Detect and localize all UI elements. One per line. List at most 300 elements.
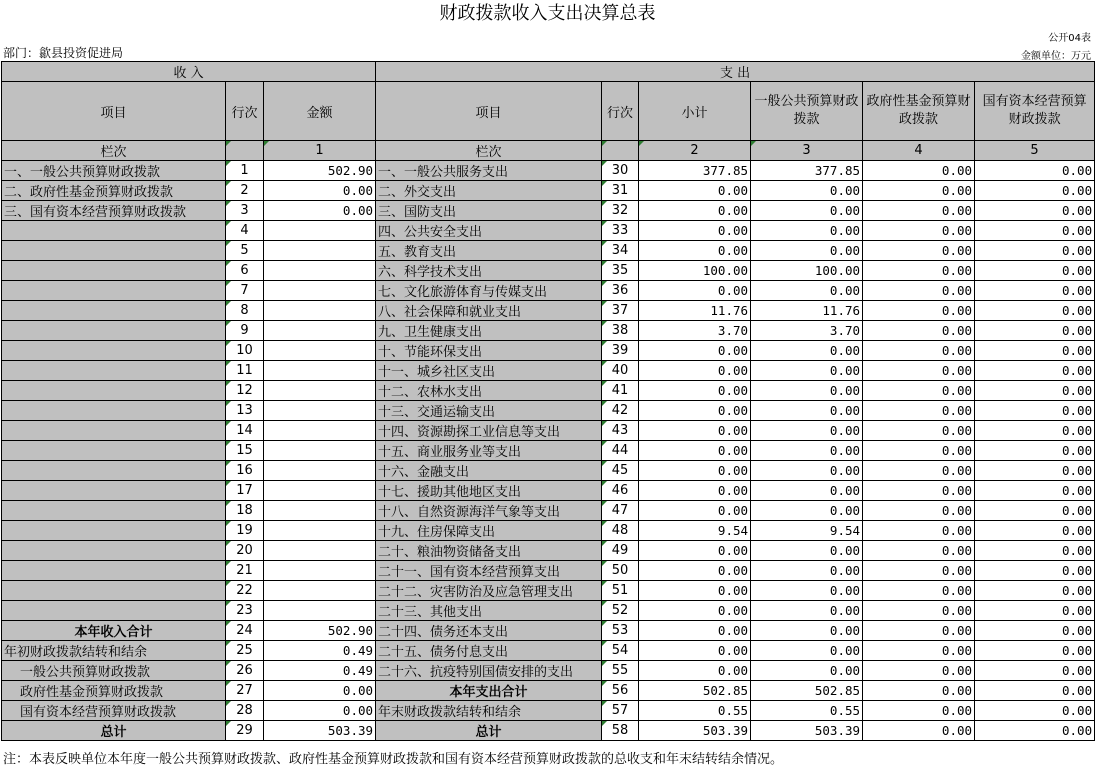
subtotal-value: 0.00 (639, 281, 751, 301)
income-row-no: 25 (226, 641, 264, 661)
expense-item: 本年支出合计 (376, 681, 602, 701)
income-row-no: 23 (226, 601, 264, 621)
general-budget-value: 100.00 (751, 261, 863, 281)
subtotal-value: 0.00 (639, 601, 751, 621)
state-capital-value: 0.00 (975, 661, 1095, 681)
fund-budget-value: 0.00 (863, 341, 975, 361)
expense-item: 二十、粮油物资储备支出 (376, 541, 602, 561)
col-num-3: 3 (751, 141, 863, 161)
subtotal-value: 0.00 (639, 201, 751, 221)
subtotal-value: 0.00 (639, 401, 751, 421)
fund-budget-value: 0.00 (863, 181, 975, 201)
state-capital-value: 0.00 (975, 181, 1095, 201)
expense-item: 四、公共安全支出 (376, 221, 602, 241)
income-amount: 0.00 (264, 701, 376, 721)
fund-budget-value: 0.00 (863, 681, 975, 701)
expense-row-no: 37 (602, 301, 639, 321)
expense-row-no: 35 (602, 261, 639, 281)
subtotal-value: 0.00 (639, 341, 751, 361)
report-title: 财政拨款收入支出决算总表 (439, 3, 656, 24)
expense-item: 二十六、抗疫特别国债安排的支出 (376, 661, 602, 681)
income-amount: 0.49 (264, 661, 376, 681)
subtotal-value: 0.00 (639, 561, 751, 581)
expense-row-no: 39 (602, 341, 639, 361)
income-row-no: 4 (226, 221, 264, 241)
expense-item: 十九、住房保障支出 (376, 521, 602, 541)
general-budget-value: 0.00 (751, 601, 863, 621)
expense-item: 二、外交支出 (376, 181, 602, 201)
income-row-no: 27 (226, 681, 264, 701)
table-row (2, 561, 1095, 581)
subtotal-value: 0.00 (639, 641, 751, 661)
fund-budget-value: 0.00 (863, 361, 975, 381)
fund-budget-value: 0.00 (863, 401, 975, 421)
general-budget-value: 0.00 (751, 581, 863, 601)
general-budget-value: 0.00 (751, 621, 863, 641)
state-capital-value: 0.00 (975, 221, 1095, 241)
table-row (2, 261, 1095, 281)
state-capital-value: 0.00 (975, 521, 1095, 541)
subtotal-value: 0.00 (639, 501, 751, 521)
expense-row-no: 40 (602, 361, 639, 381)
income-item (2, 481, 226, 501)
table-row (2, 441, 1095, 461)
expense-item: 年末财政拨款结转和结余 (376, 701, 602, 721)
fund-budget-value: 0.00 (863, 161, 975, 181)
expense-row-no: 33 (602, 221, 639, 241)
table-row (2, 501, 1095, 521)
general-budget-value: 0.00 (751, 661, 863, 681)
expense-item: 五、教育支出 (376, 241, 602, 261)
expense-row-no: 50 (602, 561, 639, 581)
subtotal-value: 0.00 (639, 361, 751, 381)
fund-budget-value: 0.00 (863, 541, 975, 561)
expense-item: 一、一般公共服务支出 (376, 161, 602, 181)
income-amount (264, 581, 376, 601)
subtotal-value: 0.00 (639, 481, 751, 501)
fund-budget-value: 0.00 (863, 561, 975, 581)
general-budget-value: 0.00 (751, 441, 863, 461)
subtotal-value: 0.00 (639, 241, 751, 261)
state-capital-value: 0.00 (975, 421, 1095, 441)
income-row-no: 21 (226, 561, 264, 581)
general-budget-value: 3.70 (751, 321, 863, 341)
income-row-no: 5 (226, 241, 264, 261)
table-row (2, 421, 1095, 441)
general-budget-value: 0.00 (751, 221, 863, 241)
general-budget-value: 0.55 (751, 701, 863, 721)
income-amount (264, 281, 376, 301)
expense-item: 十七、援助其他地区支出 (376, 481, 602, 501)
income-row-no: 15 (226, 441, 264, 461)
expense-item-header: 项目 (376, 82, 602, 141)
table-row (2, 701, 1095, 721)
state-capital-value: 0.00 (975, 381, 1095, 401)
fund-budget-value: 0.00 (863, 241, 975, 261)
expense-row-no: 49 (602, 541, 639, 561)
subtotal-value: 0.00 (639, 221, 751, 241)
income-amount (264, 241, 376, 261)
expense-item: 三、国防支出 (376, 201, 602, 221)
fund-budget-value: 0.00 (863, 461, 975, 481)
expense-item: 十四、资源勘探工业信息等支出 (376, 421, 602, 441)
state-capital-value: 0.00 (975, 341, 1095, 361)
income-row-no: 1 (226, 161, 264, 181)
income-row-no: 13 (226, 401, 264, 421)
income-amount (264, 441, 376, 461)
expense-row-no: 46 (602, 481, 639, 501)
general-budget-value: 377.85 (751, 161, 863, 181)
fund-budget-header: 政府性基金预算财政拨款 (863, 82, 975, 141)
state-capital-value: 0.00 (975, 501, 1095, 521)
table-row (2, 281, 1095, 301)
col-num-4: 4 (863, 141, 975, 161)
table-row (2, 241, 1095, 261)
income-row-no: 9 (226, 321, 264, 341)
income-amount: 0.00 (264, 201, 376, 221)
income-item (2, 241, 226, 261)
subtotal-value: 0.00 (639, 621, 751, 641)
expense-row-no: 57 (602, 701, 639, 721)
income-header: 收 入 (2, 62, 376, 82)
state-capital-value: 0.00 (975, 461, 1095, 481)
general-budget-value: 0.00 (751, 401, 863, 421)
income-amount (264, 381, 376, 401)
expense-row-no: 38 (602, 321, 639, 341)
expense-item: 十三、交通运输支出 (376, 401, 602, 421)
subtotal-value: 0.00 (639, 181, 751, 201)
income-item (2, 581, 226, 601)
expense-item: 七、文化旅游体育与传媒支出 (376, 281, 602, 301)
expense-row-no: 32 (602, 201, 639, 221)
income-item (2, 521, 226, 541)
income-amount (264, 421, 376, 441)
fund-budget-value: 0.00 (863, 661, 975, 681)
general-budget-value: 0.00 (751, 241, 863, 261)
income-row-no: 24 (226, 621, 264, 641)
income-amount (264, 501, 376, 521)
expense-item: 二十一、国有资本经营预算支出 (376, 561, 602, 581)
expense-item: 十、节能环保支出 (376, 341, 602, 361)
col-num-1: 1 (264, 141, 376, 161)
state-capital-value: 0.00 (975, 581, 1095, 601)
fund-budget-value: 0.00 (863, 621, 975, 641)
footnote: 注：本表反映单位本年度一般公共预算财政拨款、政府性基金预算财政拨款和国有资本经营预算财政拨款的总收支和年末结转结余情况。 (3, 752, 784, 767)
state-capital-value: 0.00 (975, 441, 1095, 461)
income-item: 本年收入合计 (2, 621, 226, 641)
expense-item: 二十四、债务还本支出 (376, 621, 602, 641)
income-row-no: 6 (226, 261, 264, 281)
subtotal-value: 502.85 (639, 681, 751, 701)
general-budget-value: 0.00 (751, 641, 863, 661)
state-capital-value: 0.00 (975, 481, 1095, 501)
income-amount (264, 361, 376, 381)
income-item (2, 301, 226, 321)
column-label: 栏次 (2, 141, 226, 161)
expense-row-no: 52 (602, 601, 639, 621)
income-row-no: 26 (226, 661, 264, 681)
subtotal-value: 9.54 (639, 521, 751, 541)
state-capital-value: 0.00 (975, 401, 1095, 421)
income-row-no: 17 (226, 481, 264, 501)
state-capital-value: 0.00 (975, 321, 1095, 341)
table-row (2, 661, 1095, 681)
income-item: 一、一般公共预算财政拨款 (2, 161, 226, 181)
general-budget-value: 0.00 (751, 501, 863, 521)
expense-row-no: 34 (602, 241, 639, 261)
subtotal-value: 0.55 (639, 701, 751, 721)
subtotal-value: 11.76 (639, 301, 751, 321)
expense-row-no: 30 (602, 161, 639, 181)
general-budget-value: 0.00 (751, 181, 863, 201)
fund-budget-value: 0.00 (863, 301, 975, 321)
budget-table (1, 61, 1095, 741)
income-amount: 0.49 (264, 641, 376, 661)
subtotal-value: 377.85 (639, 161, 751, 181)
income-row-no: 19 (226, 521, 264, 541)
expense-row-no: 56 (602, 681, 639, 701)
table-row (2, 181, 1095, 201)
income-row-no: 2 (226, 181, 264, 201)
income-item: 总计 (2, 721, 226, 741)
income-item (2, 461, 226, 481)
income-item (2, 321, 226, 341)
expense-header: 支 出 (376, 62, 1095, 82)
income-amount (264, 261, 376, 281)
income-item (2, 541, 226, 561)
fund-budget-value: 0.00 (863, 441, 975, 461)
expense-item: 八、社会保障和就业支出 (376, 301, 602, 321)
income-amount (264, 221, 376, 241)
unit-label: 金额单位：万元 (1021, 51, 1091, 62)
income-amount (264, 401, 376, 421)
income-amount (264, 301, 376, 321)
income-item (2, 361, 226, 381)
fund-budget-value: 0.00 (863, 581, 975, 601)
table-row (2, 581, 1095, 601)
fund-budget-value: 0.00 (863, 381, 975, 401)
income-item (2, 261, 226, 281)
department-label: 部门：歙县投资促进局 (3, 46, 124, 60)
fund-budget-value: 0.00 (863, 521, 975, 541)
expense-item: 二十五、债务付息支出 (376, 641, 602, 661)
general-budget-value: 9.54 (751, 521, 863, 541)
income-item (2, 381, 226, 401)
income-row-no: 18 (226, 501, 264, 521)
income-item-header: 项目 (2, 82, 226, 141)
income-amount (264, 461, 376, 481)
general-budget-value: 503.39 (751, 721, 863, 741)
table-row (2, 541, 1095, 561)
income-item (2, 401, 226, 421)
expense-item: 十一、城乡社区支出 (376, 361, 602, 381)
income-item (2, 441, 226, 461)
expense-row-no: 41 (602, 381, 639, 401)
table-row (2, 361, 1095, 381)
col-num-5: 5 (975, 141, 1095, 161)
expense-row-no: 48 (602, 521, 639, 541)
state-capital-value: 0.00 (975, 201, 1095, 221)
general-budget-value: 0.00 (751, 541, 863, 561)
income-amount (264, 561, 376, 581)
income-amount (264, 521, 376, 541)
income-row-no: 12 (226, 381, 264, 401)
income-amount (264, 321, 376, 341)
state-capital-value: 0.00 (975, 161, 1095, 181)
table-row (2, 201, 1095, 221)
expense-row-no: 31 (602, 181, 639, 201)
state-capital-value: 0.00 (975, 361, 1095, 381)
income-amount: 503.39 (264, 721, 376, 741)
table-row (2, 341, 1095, 361)
subtotal-value: 0.00 (639, 581, 751, 601)
general-budget-value: 0.00 (751, 461, 863, 481)
table-row (2, 681, 1095, 701)
table-row (2, 521, 1095, 541)
table-row (2, 401, 1095, 421)
state-capital-value: 0.00 (975, 621, 1095, 641)
income-amount (264, 541, 376, 561)
table-row (2, 301, 1095, 321)
expense-row-no: 53 (602, 621, 639, 641)
income-row-no: 20 (226, 541, 264, 561)
income-amount (264, 481, 376, 501)
table-row (2, 721, 1095, 741)
income-row-no: 29 (226, 721, 264, 741)
income-item: 国有资本经营预算财政拨款 (2, 701, 226, 721)
expense-item: 十六、金融支出 (376, 461, 602, 481)
fund-budget-value: 0.00 (863, 601, 975, 621)
subtotal-value: 0.00 (639, 461, 751, 481)
state-capital-value: 0.00 (975, 681, 1095, 701)
income-item (2, 221, 226, 241)
expense-row-no: 44 (602, 441, 639, 461)
table-row (2, 321, 1095, 341)
fund-budget-value: 0.00 (863, 721, 975, 741)
fund-budget-value: 0.00 (863, 501, 975, 521)
expense-item: 九、卫生健康支出 (376, 321, 602, 341)
table-row (2, 641, 1095, 661)
expense-row-no: 42 (602, 401, 639, 421)
expense-item: 十八、自然资源海洋气象等支出 (376, 501, 602, 521)
general-budget-value: 502.85 (751, 681, 863, 701)
income-row-no: 28 (226, 701, 264, 721)
income-row-no: 7 (226, 281, 264, 301)
expense-item: 六、科学技术支出 (376, 261, 602, 281)
fund-budget-value: 0.00 (863, 641, 975, 661)
expense-row-no: 58 (602, 721, 639, 741)
expense-row-no: 45 (602, 461, 639, 481)
table-row (2, 161, 1095, 181)
income-item: 一般公共预算财政拨款 (2, 661, 226, 681)
expense-row-no: 55 (602, 661, 639, 681)
income-row-no: 11 (226, 361, 264, 381)
expense-row-no: 36 (602, 281, 639, 301)
subtotal-value: 0.00 (639, 421, 751, 441)
income-item (2, 341, 226, 361)
fund-budget-value: 0.00 (863, 421, 975, 441)
income-amount: 0.00 (264, 181, 376, 201)
expense-row-no: 54 (602, 641, 639, 661)
general-budget-value: 0.00 (751, 341, 863, 361)
state-capital-value: 0.00 (975, 261, 1095, 281)
expense-row-no: 47 (602, 501, 639, 521)
general-budget-value: 0.00 (751, 361, 863, 381)
general-budget-value: 0.00 (751, 561, 863, 581)
expense-item: 十二、农林水支出 (376, 381, 602, 401)
expense-row-no: 43 (602, 421, 639, 441)
income-item (2, 421, 226, 441)
income-amount: 502.90 (264, 621, 376, 641)
expense-item: 总计 (376, 721, 602, 741)
income-row-no: 8 (226, 301, 264, 321)
column-label-blank (226, 141, 264, 161)
income-row-no: 14 (226, 421, 264, 441)
expense-item: 二十三、其他支出 (376, 601, 602, 621)
state-capital-value: 0.00 (975, 701, 1095, 721)
state-capital-value: 0.00 (975, 561, 1095, 581)
general-budget-value: 11.76 (751, 301, 863, 321)
general-budget-value: 0.00 (751, 381, 863, 401)
income-item (2, 561, 226, 581)
income-item (2, 281, 226, 301)
income-item: 政府性基金预算财政拨款 (2, 681, 226, 701)
fund-budget-value: 0.00 (863, 701, 975, 721)
expense-row-no: 51 (602, 581, 639, 601)
general-budget-header: 一般公共预算财政拨款 (751, 82, 863, 141)
fund-budget-value: 0.00 (863, 321, 975, 341)
fund-budget-value: 0.00 (863, 281, 975, 301)
expense-item: 二十二、灾害防治及应急管理支出 (376, 581, 602, 601)
subtotal-value: 100.00 (639, 261, 751, 281)
table-row (2, 481, 1095, 501)
income-row-no: 10 (226, 341, 264, 361)
income-item: 三、国有资本经营预算财政拨款 (2, 201, 226, 221)
state-capital-value: 0.00 (975, 281, 1095, 301)
income-item: 二、政府性基金预算财政拨款 (2, 181, 226, 201)
general-budget-value: 0.00 (751, 201, 863, 221)
subtotal-header: 小计 (639, 82, 751, 141)
state-capital-value: 0.00 (975, 241, 1095, 261)
income-amount: 502.90 (264, 161, 376, 181)
table-row (2, 221, 1095, 241)
state-capital-value: 0.00 (975, 641, 1095, 661)
income-rowno-header: 行次 (226, 82, 264, 141)
income-amount (264, 601, 376, 621)
general-budget-value: 0.00 (751, 281, 863, 301)
income-amount: 0.00 (264, 681, 376, 701)
subtotal-value: 0.00 (639, 381, 751, 401)
column-label-blank-2 (602, 141, 639, 161)
table-row (2, 381, 1095, 401)
general-budget-value: 0.00 (751, 481, 863, 501)
income-amount (264, 341, 376, 361)
state-capital-value: 0.00 (975, 541, 1095, 561)
fund-budget-value: 0.00 (863, 481, 975, 501)
amount-header: 金额 (264, 82, 376, 141)
fund-budget-value: 0.00 (863, 201, 975, 221)
general-budget-value: 0.00 (751, 421, 863, 441)
column-label-2: 栏次 (376, 141, 602, 161)
state-capital-value: 0.00 (975, 301, 1095, 321)
income-item (2, 601, 226, 621)
fund-budget-value: 0.00 (863, 221, 975, 241)
subtotal-value: 503.39 (639, 721, 751, 741)
income-row-no: 3 (226, 201, 264, 221)
subtotal-value: 0.00 (639, 441, 751, 461)
subtotal-value: 3.70 (639, 321, 751, 341)
state-capital-value: 0.00 (975, 601, 1095, 621)
